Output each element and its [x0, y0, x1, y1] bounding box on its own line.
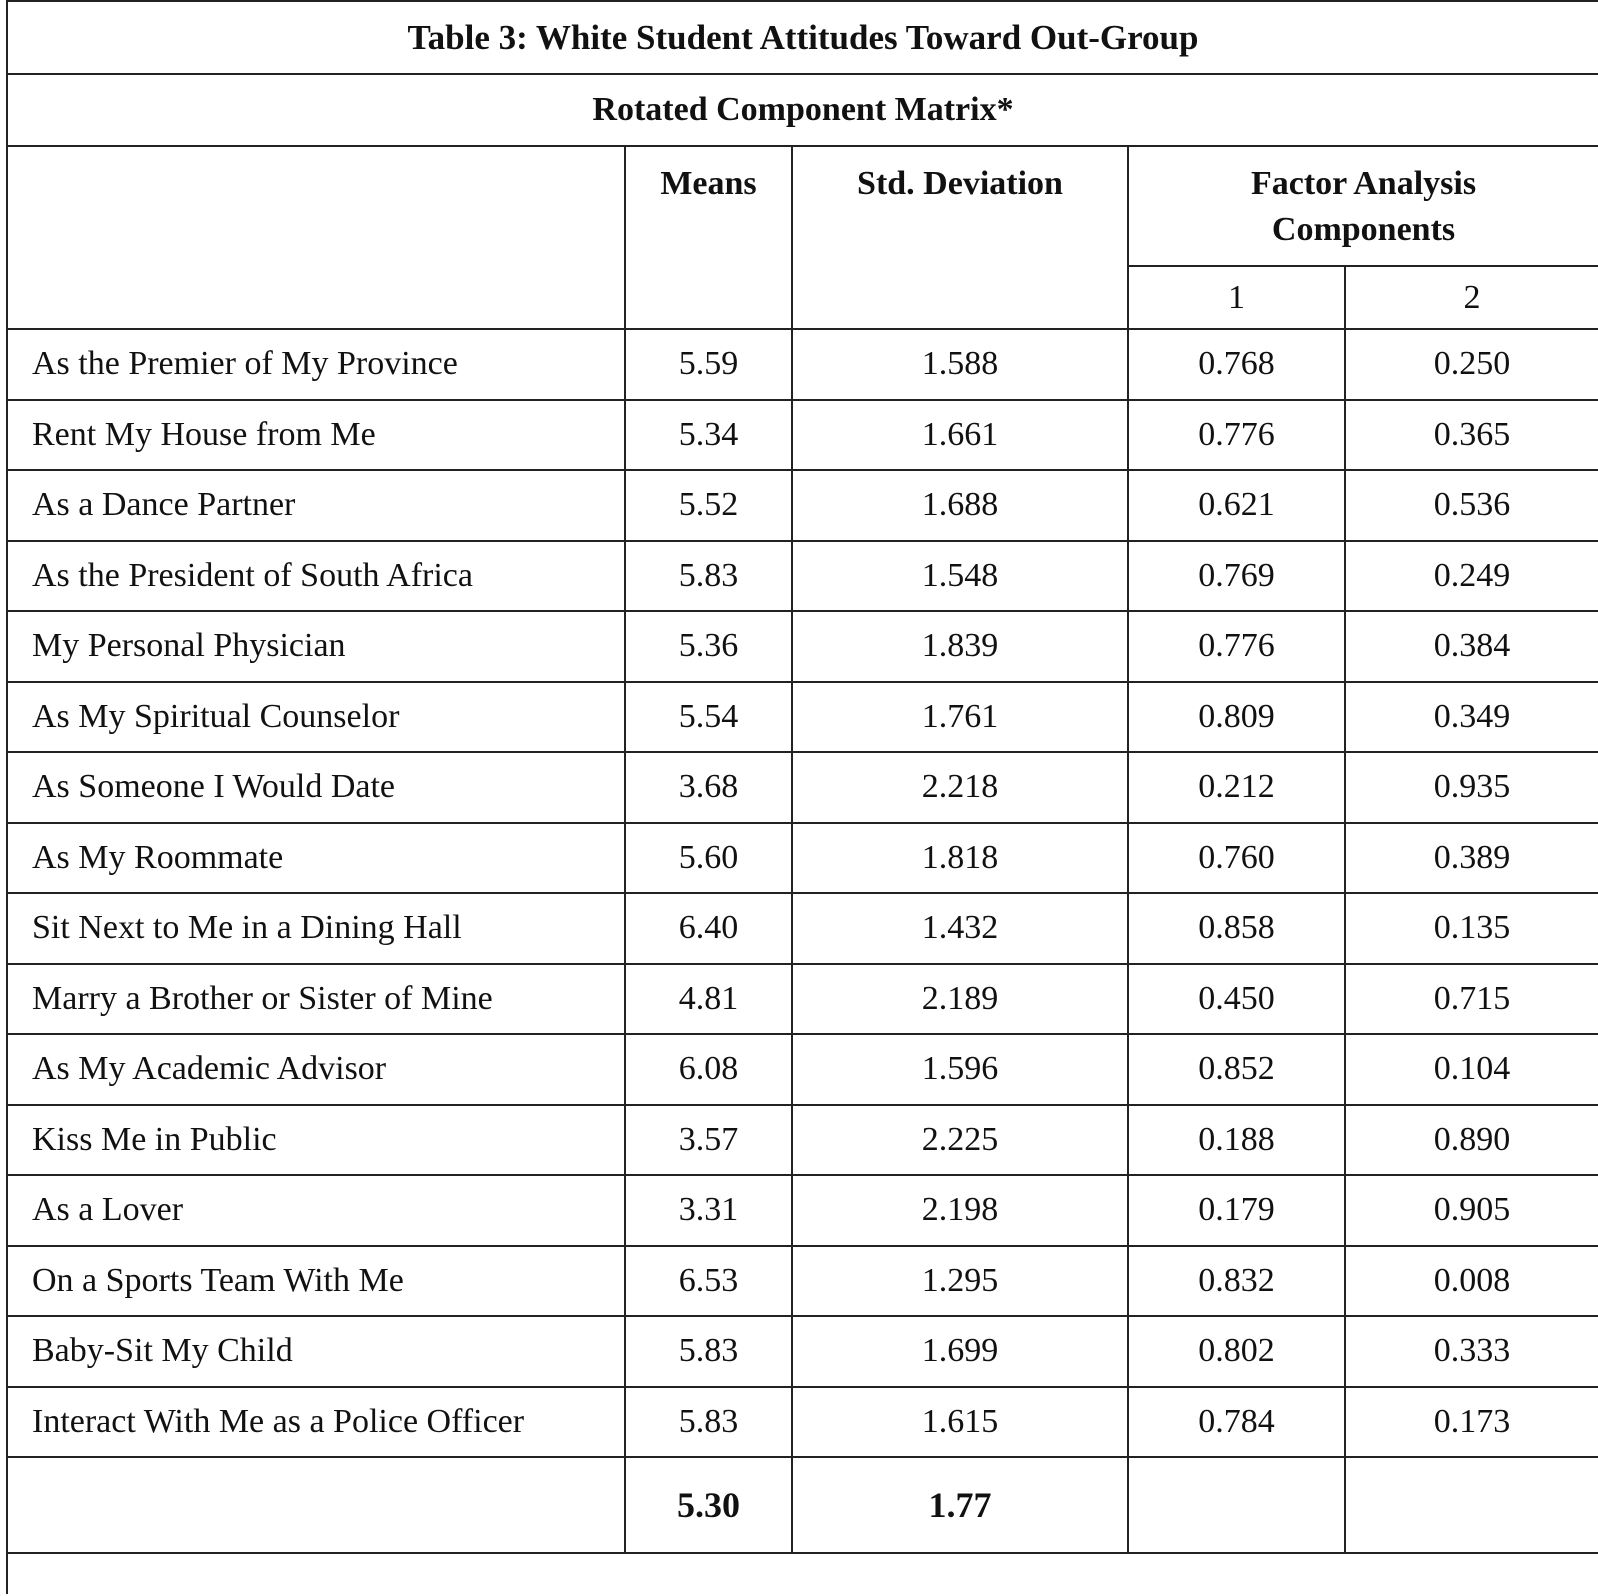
table-row — [7, 1246, 1598, 1317]
row-component-1: 0.776 — [1128, 611, 1345, 682]
row-mean: 5.34 — [625, 400, 792, 471]
row-mean: 5.36 — [625, 611, 792, 682]
totals-row — [7, 1457, 1598, 1553]
row-component-2: 0.890 — [1345, 1105, 1598, 1176]
row-component-1: 0.621 — [1128, 470, 1345, 541]
row-mean: 3.57 — [625, 1105, 792, 1176]
row-std-deviation: 1.548 — [792, 541, 1128, 612]
row-std-deviation: 1.818 — [792, 823, 1128, 894]
table-subtitle: Rotated Component Matrix* — [7, 74, 1598, 146]
row-component-2: 0.250 — [1345, 329, 1598, 400]
footer-cell — [7, 1553, 1598, 1594]
header-means: Means — [625, 146, 792, 329]
footer-row — [7, 1553, 1598, 1594]
row-label: Marry a Brother or Sister of Mine — [7, 964, 625, 1035]
row-mean: 5.59 — [625, 329, 792, 400]
row-std-deviation: 1.839 — [792, 611, 1128, 682]
row-label: As a Dance Partner — [7, 470, 625, 541]
table-row — [7, 470, 1598, 541]
table-row — [7, 1387, 1598, 1458]
row-component-2: 0.389 — [1345, 823, 1598, 894]
row-mean: 6.40 — [625, 893, 792, 964]
header-factor-line1: Factor Analysis — [1250, 165, 1477, 202]
header-component-1: 1 — [1128, 266, 1345, 329]
row-component-1: 0.768 — [1128, 329, 1345, 400]
row-component-2: 0.173 — [1345, 1387, 1598, 1458]
document — [6, 0, 1598, 1594]
row-mean: 3.68 — [625, 752, 792, 823]
totals-blank-c2 — [1345, 1457, 1598, 1553]
row-label: As Someone I Would Date — [7, 752, 625, 823]
row-component-1: 0.802 — [1128, 1316, 1345, 1387]
row-component-2: 0.349 — [1345, 682, 1598, 753]
row-label: As My Academic Advisor — [7, 1034, 625, 1105]
row-component-1: 0.809 — [1128, 682, 1345, 753]
row-component-1: 0.450 — [1128, 964, 1345, 1035]
row-label: On a Sports Team With Me — [7, 1246, 625, 1317]
row-mean: 5.83 — [625, 541, 792, 612]
row-component-1: 0.858 — [1128, 893, 1345, 964]
row-component-2: 0.935 — [1345, 752, 1598, 823]
row-std-deviation: 2.189 — [792, 964, 1128, 1035]
row-std-deviation: 2.218 — [792, 752, 1128, 823]
row-std-deviation: 2.225 — [792, 1105, 1128, 1176]
table-row — [7, 1316, 1598, 1387]
table-row — [7, 893, 1598, 964]
row-component-2: 0.384 — [1345, 611, 1598, 682]
header-component-2: 2 — [1345, 266, 1598, 329]
row-component-1: 0.769 — [1128, 541, 1345, 612]
row-std-deviation: 1.761 — [792, 682, 1128, 753]
table-row — [7, 1034, 1598, 1105]
row-component-1: 0.188 — [1128, 1105, 1345, 1176]
row-component-1: 0.852 — [1128, 1034, 1345, 1105]
table-row — [7, 1105, 1598, 1176]
row-mean: 6.08 — [625, 1034, 792, 1105]
row-mean: 5.83 — [625, 1316, 792, 1387]
table-row — [7, 400, 1598, 471]
totals-blank — [7, 1457, 625, 1553]
row-component-1: 0.179 — [1128, 1175, 1345, 1246]
row-std-deviation: 2.198 — [792, 1175, 1128, 1246]
row-label: Sit Next to Me in a Dining Hall — [7, 893, 625, 964]
row-std-deviation: 1.688 — [792, 470, 1128, 541]
row-label: As the Premier of My Province — [7, 329, 625, 400]
row-label: As My Spiritual Counselor — [7, 682, 625, 753]
row-component-2: 0.715 — [1345, 964, 1598, 1035]
row-component-1: 0.776 — [1128, 400, 1345, 471]
row-component-2: 0.905 — [1345, 1175, 1598, 1246]
total-mean: 5.30 — [625, 1457, 792, 1553]
row-label: My Personal Physician — [7, 611, 625, 682]
row-component-2: 0.008 — [1345, 1246, 1598, 1317]
table-row — [7, 611, 1598, 682]
table-row — [7, 329, 1598, 400]
header-blank — [7, 146, 625, 329]
row-label: As a Lover — [7, 1175, 625, 1246]
row-label: Rent My House from Me — [7, 400, 625, 471]
row-component-2: 0.365 — [1345, 400, 1598, 471]
total-std-deviation: 1.77 — [792, 1457, 1128, 1553]
row-std-deviation: 1.588 — [792, 329, 1128, 400]
row-mean: 5.52 — [625, 470, 792, 541]
table-row — [7, 823, 1598, 894]
row-std-deviation: 1.699 — [792, 1316, 1128, 1387]
row-mean: 5.54 — [625, 682, 792, 753]
totals-blank-c1 — [1128, 1457, 1345, 1553]
row-std-deviation: 1.295 — [792, 1246, 1128, 1317]
row-mean: 5.83 — [625, 1387, 792, 1458]
row-std-deviation: 1.615 — [792, 1387, 1128, 1458]
row-label: Baby-Sit My Child — [7, 1316, 625, 1387]
row-mean: 4.81 — [625, 964, 792, 1035]
row-mean: 6.53 — [625, 1246, 792, 1317]
row-std-deviation: 1.661 — [792, 400, 1128, 471]
row-component-2: 0.104 — [1345, 1034, 1598, 1105]
table-row — [7, 964, 1598, 1035]
title-row — [7, 1, 1598, 74]
row-component-2: 0.536 — [1345, 470, 1598, 541]
header-std-deviation: Std. Deviation — [792, 146, 1128, 329]
table-row — [7, 541, 1598, 612]
row-component-2: 0.333 — [1345, 1316, 1598, 1387]
row-std-deviation: 1.432 — [792, 893, 1128, 964]
row-std-deviation: 1.596 — [792, 1034, 1128, 1105]
row-label: As the President of South Africa — [7, 541, 625, 612]
table-row — [7, 682, 1598, 753]
row-label: Kiss Me in Public — [7, 1105, 625, 1176]
table-title: Table 3: White Student Attitudes Toward Out-Group — [7, 1, 1598, 74]
row-component-1: 0.212 — [1128, 752, 1345, 823]
table-row — [7, 1175, 1598, 1246]
header-factor-analysis — [1128, 146, 1598, 266]
attitudes-table — [6, 0, 1598, 1594]
header-factor-line2: Components — [1271, 211, 1456, 248]
row-component-2: 0.249 — [1345, 541, 1598, 612]
row-component-1: 0.832 — [1128, 1246, 1345, 1317]
row-label: As My Roommate — [7, 823, 625, 894]
row-mean: 5.60 — [625, 823, 792, 894]
subtitle-row — [7, 74, 1598, 146]
header-row — [7, 146, 1598, 266]
row-component-1: 0.784 — [1128, 1387, 1345, 1458]
row-component-2: 0.135 — [1345, 893, 1598, 964]
row-label: Interact With Me as a Police Officer — [7, 1387, 625, 1458]
table-row — [7, 752, 1598, 823]
row-component-1: 0.760 — [1128, 823, 1345, 894]
row-mean: 3.31 — [625, 1175, 792, 1246]
